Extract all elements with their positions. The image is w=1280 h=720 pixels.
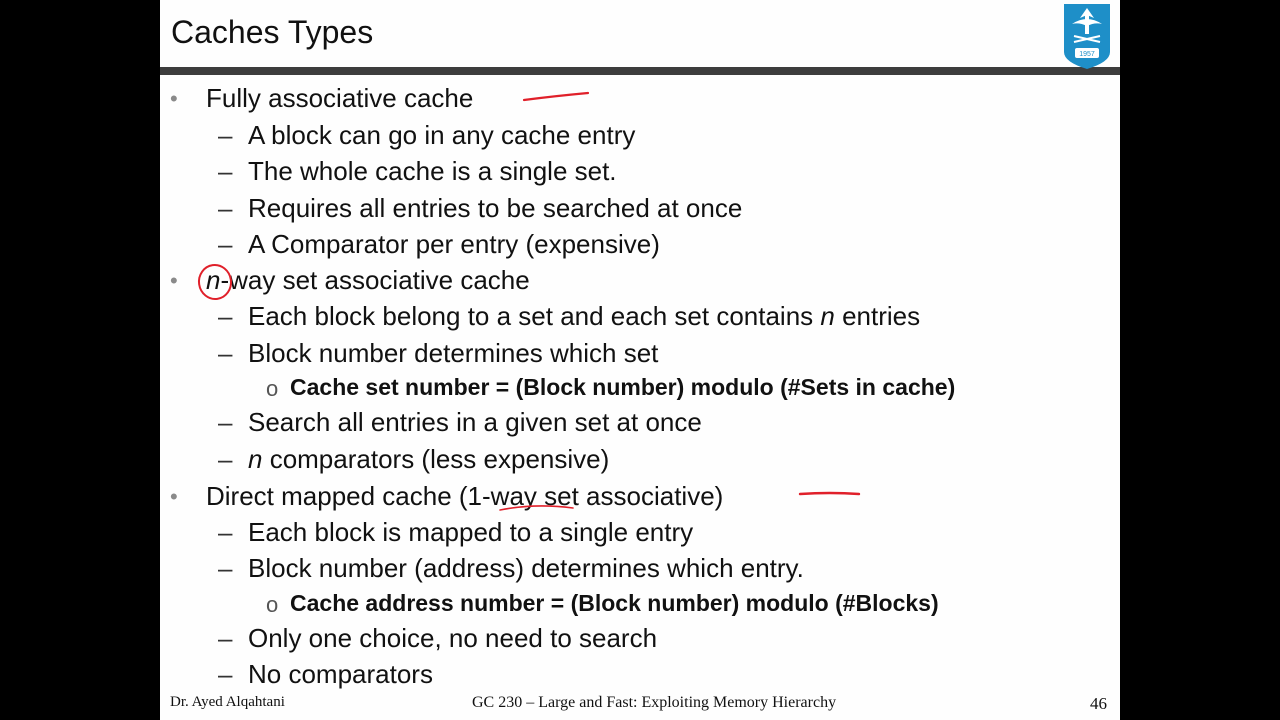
slide [160, 0, 1120, 720]
dash-marker: – [218, 193, 233, 223]
italic-n: n [248, 444, 263, 474]
sub-item: A block can go in any cache entry [248, 120, 636, 150]
underline-stroke [524, 93, 588, 100]
dash-marker: – [218, 338, 233, 368]
logo-year: 1957 [1079, 51, 1095, 58]
sub-item: Block number (address) determines which entry. [248, 553, 804, 583]
sub-item-text: Each block belong to a set and each set contains [248, 301, 821, 331]
formula-address-number: Cache address number = (Block number) modulo (#Blocks) [290, 590, 939, 616]
italic-n: n [820, 301, 835, 331]
bullet-n-way [206, 265, 530, 296]
sub-item: Only one choice, no need to search [248, 623, 658, 653]
footer-page-number: 46 [1090, 694, 1107, 713]
dash-marker: – [218, 407, 233, 437]
bullet-text: -way set associative cache [220, 265, 530, 295]
footer-author: Dr. Ayed Alqahtani [170, 694, 285, 710]
title-divider [160, 67, 1120, 75]
dash-marker: – [218, 553, 233, 583]
dash-marker: – [218, 517, 233, 547]
sub-item [248, 444, 609, 475]
sub-item: Requires all entries to be searched at once [248, 193, 743, 223]
sub-item-suffix: entries [834, 301, 921, 331]
sub-item: No comparators [248, 659, 433, 689]
sub-item-text: comparators (less expensive) [262, 444, 610, 474]
sub-item: Search all entries in a given set at once [248, 407, 702, 437]
dash-marker: – [218, 156, 233, 186]
university-emblem-icon [1062, 2, 1112, 70]
footer-course: GC 230 – Large and Fast: Exploiting Memory Hierarchy [472, 694, 837, 711]
o-marker: o [266, 376, 279, 401]
sub-item: Each block is mapped to a single entry [248, 517, 694, 547]
sub-item [248, 301, 920, 332]
slide-title: Caches Types [171, 14, 374, 50]
dash-marker: – [218, 444, 233, 474]
bullet-marker: • [170, 86, 178, 111]
bullet-direct-mapped: Direct mapped cache (1-way set associative) [206, 481, 724, 511]
dash-marker: – [218, 301, 233, 331]
bullet-marker: • [170, 268, 178, 293]
bullet-marker: • [170, 484, 178, 509]
bullet-fully-associative: Fully associative cache [206, 83, 474, 113]
formula-set-number: Cache set number = (Block number) modulo (#Sets in cache) [290, 374, 956, 400]
sub-item: Block number determines which set [248, 338, 659, 368]
sub-item: The whole cache is a single set. [248, 156, 617, 186]
dash-marker: – [218, 229, 233, 259]
dash-marker: – [218, 120, 233, 150]
underline-stroke [800, 493, 859, 494]
dash-marker: – [218, 623, 233, 653]
sub-item: A Comparator per entry (expensive) [248, 229, 660, 259]
italic-n: n [206, 265, 221, 295]
o-marker: o [266, 592, 279, 617]
dash-marker: – [218, 659, 233, 689]
